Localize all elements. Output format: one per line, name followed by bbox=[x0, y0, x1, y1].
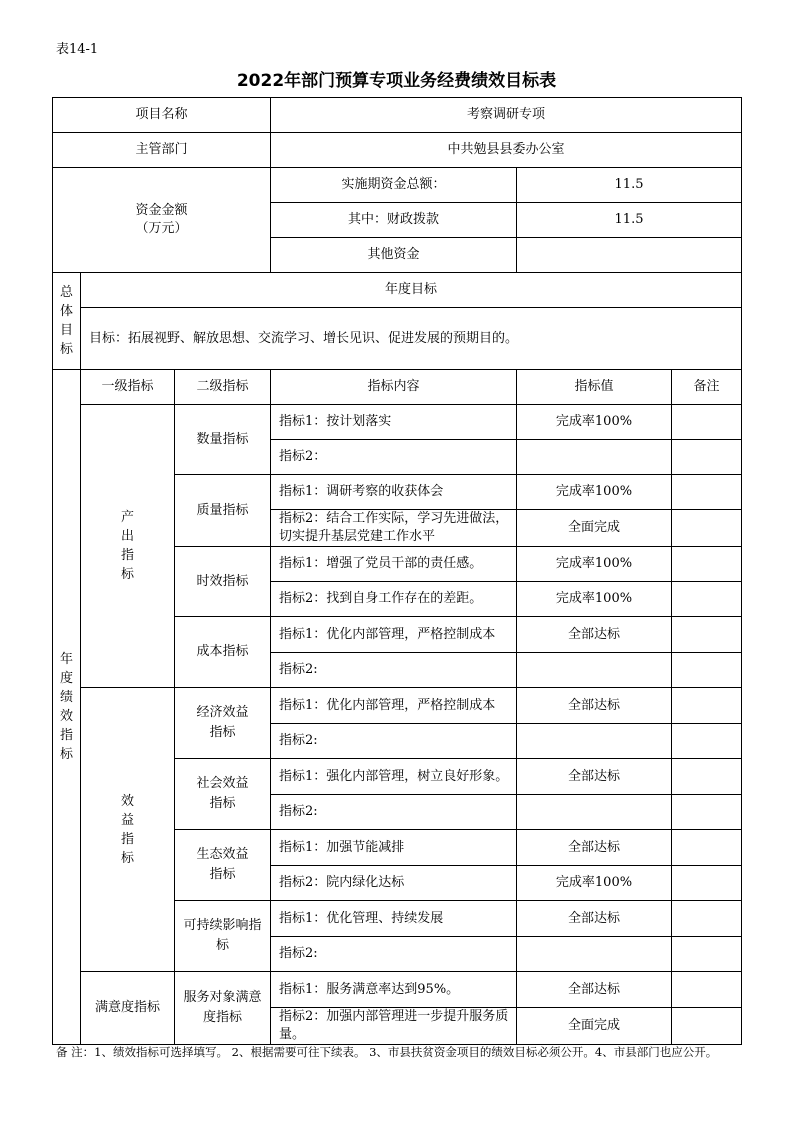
indicators-side-text: 年度绩效指标 bbox=[59, 652, 73, 762]
output-indicator-text: 产出指标 bbox=[120, 510, 134, 582]
indicator-content: 指标1：优化管理、持续发展 bbox=[271, 901, 517, 937]
indicator-content: 指标1：加强节能减排 bbox=[271, 830, 517, 866]
funds-fiscal-label: 其中：财政拨款 bbox=[271, 203, 517, 238]
funds-fiscal-value: 11.5 bbox=[517, 203, 742, 238]
indicator-value: 全部达标 bbox=[517, 901, 672, 937]
annual-goal-text: 目标：拓展视野、解放思想、交流学习、增长见识、促进发展的预期目的。 bbox=[81, 308, 742, 370]
indicator-value: 全部达标 bbox=[517, 972, 672, 1008]
table-row bbox=[53, 688, 742, 724]
indicator-remark bbox=[672, 724, 742, 759]
indicator-remark bbox=[672, 405, 742, 440]
header-remark: 备注 bbox=[672, 370, 742, 405]
indicator-value: 完成率100% bbox=[517, 866, 672, 901]
indicator-remark bbox=[672, 866, 742, 901]
indicator-value: 完成率100% bbox=[517, 582, 672, 617]
department-label: 主管部门 bbox=[53, 133, 271, 168]
funds-total-row bbox=[53, 168, 742, 203]
indicator-value: 完成率100% bbox=[517, 405, 672, 440]
indicator-value bbox=[517, 724, 672, 759]
satisfaction-indicator-label: 满意度指标 bbox=[81, 972, 175, 1045]
indicator-value bbox=[517, 653, 672, 688]
cost-indicator-label: 成本指标 bbox=[175, 617, 271, 688]
indicator-remark bbox=[672, 759, 742, 795]
indicator-content: 指标2: bbox=[271, 795, 517, 830]
indicator-remark bbox=[672, 475, 742, 510]
department-row bbox=[53, 133, 742, 168]
indicator-content: 指标1：调研考察的收获体会 bbox=[271, 475, 517, 510]
ecological-indicator-label bbox=[175, 830, 271, 901]
overall-goal-side-text: 总体目标 bbox=[59, 285, 73, 357]
sustainable-indicator-label bbox=[175, 901, 271, 972]
indicator-remark bbox=[672, 795, 742, 830]
indicator-content: 指标2：加强内部管理进一步提升服务质量。 bbox=[271, 1008, 517, 1045]
indicator-remark bbox=[672, 653, 742, 688]
indicator-remark bbox=[672, 901, 742, 937]
output-indicator-label bbox=[81, 405, 175, 688]
indicator-remark bbox=[672, 440, 742, 475]
header-level2: 二级指标 bbox=[175, 370, 271, 405]
indicator-content: 指标1：优化内部管理，严格控制成本 bbox=[271, 688, 517, 724]
social-indicator-label bbox=[175, 759, 271, 830]
table-id: 表14-1 bbox=[56, 42, 99, 57]
service-satisfaction-text: 服务对象满意度指标 bbox=[183, 990, 262, 1025]
table-row bbox=[53, 405, 742, 440]
timeliness-indicator-label: 时效指标 bbox=[175, 547, 271, 617]
header-content: 指标内容 bbox=[271, 370, 517, 405]
indicator-value: 全部达标 bbox=[517, 759, 672, 795]
funds-total-label: 实施期资金总额： bbox=[271, 168, 517, 203]
indicator-remark bbox=[672, 617, 742, 653]
annual-goal-header-row bbox=[53, 273, 742, 308]
benefit-indicator-label bbox=[81, 688, 175, 972]
indicator-remark bbox=[672, 688, 742, 724]
table-row bbox=[53, 972, 742, 1008]
project-name-value: 考察调研专项 bbox=[271, 98, 742, 133]
indicator-content: 指标2：找到自身工作存在的差距。 bbox=[271, 582, 517, 617]
indicator-content: 指标1：服务满意率达到95%。 bbox=[271, 972, 517, 1008]
funds-label-line2: （万元） bbox=[135, 221, 188, 236]
project-name-row bbox=[53, 98, 742, 133]
indicator-value: 全部达标 bbox=[517, 688, 672, 724]
indicator-content: 指标1：强化内部管理，树立良好形象。 bbox=[271, 759, 517, 795]
performance-target-table bbox=[52, 97, 742, 1045]
ecological-indicator-text: 生态效益指标 bbox=[196, 847, 249, 882]
economic-indicator-text: 经济效益指标 bbox=[196, 705, 249, 740]
funds-total-value: 11.5 bbox=[517, 168, 742, 203]
service-satisfaction-label bbox=[175, 972, 271, 1045]
indicator-value: 全部达标 bbox=[517, 830, 672, 866]
department-value: 中共勉县县委办公室 bbox=[271, 133, 742, 168]
indicator-content: 指标2： bbox=[271, 440, 517, 475]
indicator-content: 指标1：增强了党员干部的责任感。 bbox=[271, 547, 517, 582]
indicator-content: 指标2：结合工作实际，学习先进做法，切实提升基层党建工作水平 bbox=[271, 510, 517, 547]
indicator-value bbox=[517, 440, 672, 475]
indicator-remark bbox=[672, 582, 742, 617]
indicators-side-label bbox=[53, 370, 81, 1045]
indicator-value: 完成率100% bbox=[517, 547, 672, 582]
indicator-remark bbox=[672, 830, 742, 866]
benefit-indicator-text: 效益指标 bbox=[120, 793, 134, 866]
indicator-value: 全面完成 bbox=[517, 1008, 672, 1045]
indicator-value bbox=[517, 937, 672, 972]
sustainable-indicator-text: 可持续影响指标 bbox=[183, 918, 262, 953]
header-level1: 一级指标 bbox=[81, 370, 175, 405]
indicator-content: 指标1：优化内部管理，严格控制成本 bbox=[271, 617, 517, 653]
footnote-remark: 备 注：1、绩效指标可选择填写。 2、根据需要可往下续表。 3、市县扶贫资金项目的绩效目标必须公开。4、市县部门也应公开。 bbox=[56, 1045, 718, 1059]
project-name-label: 项目名称 bbox=[53, 98, 271, 133]
quality-indicator-label: 质量指标 bbox=[175, 475, 271, 547]
indicator-remark bbox=[672, 937, 742, 972]
page-title: 2022年部门预算专项业务经费绩效目标表 bbox=[236, 71, 557, 91]
indicator-remark bbox=[672, 510, 742, 547]
indicator-remark bbox=[672, 1008, 742, 1045]
indicator-content: 指标2: bbox=[271, 937, 517, 972]
funds-label bbox=[53, 168, 271, 273]
annual-goal-row bbox=[53, 308, 742, 370]
overall-goal-side-label bbox=[53, 273, 81, 370]
indicator-content: 指标2: bbox=[271, 653, 517, 688]
indicator-content: 指标2：院内绿化达标 bbox=[271, 866, 517, 901]
indicator-value: 完成率100% bbox=[517, 475, 672, 510]
indicator-value: 全部达标 bbox=[517, 617, 672, 653]
funds-other-label: 其他资金 bbox=[271, 238, 517, 273]
indicator-value: 全面完成 bbox=[517, 510, 672, 547]
indicator-remark bbox=[672, 547, 742, 582]
annual-goal-label: 年度目标 bbox=[81, 273, 742, 308]
funds-label-line1: 资金金额 bbox=[135, 203, 188, 218]
quantity-indicator-label: 数量指标 bbox=[175, 405, 271, 475]
header-value: 指标值 bbox=[517, 370, 672, 405]
indicator-content: 指标1：按计划落实 bbox=[271, 405, 517, 440]
social-indicator-text: 社会效益指标 bbox=[196, 776, 249, 811]
indicator-header-row bbox=[53, 370, 742, 405]
indicator-value bbox=[517, 795, 672, 830]
indicator-remark bbox=[672, 972, 742, 1008]
indicator-content: 指标2: bbox=[271, 724, 517, 759]
funds-other-value bbox=[517, 238, 742, 273]
economic-indicator-label bbox=[175, 688, 271, 759]
